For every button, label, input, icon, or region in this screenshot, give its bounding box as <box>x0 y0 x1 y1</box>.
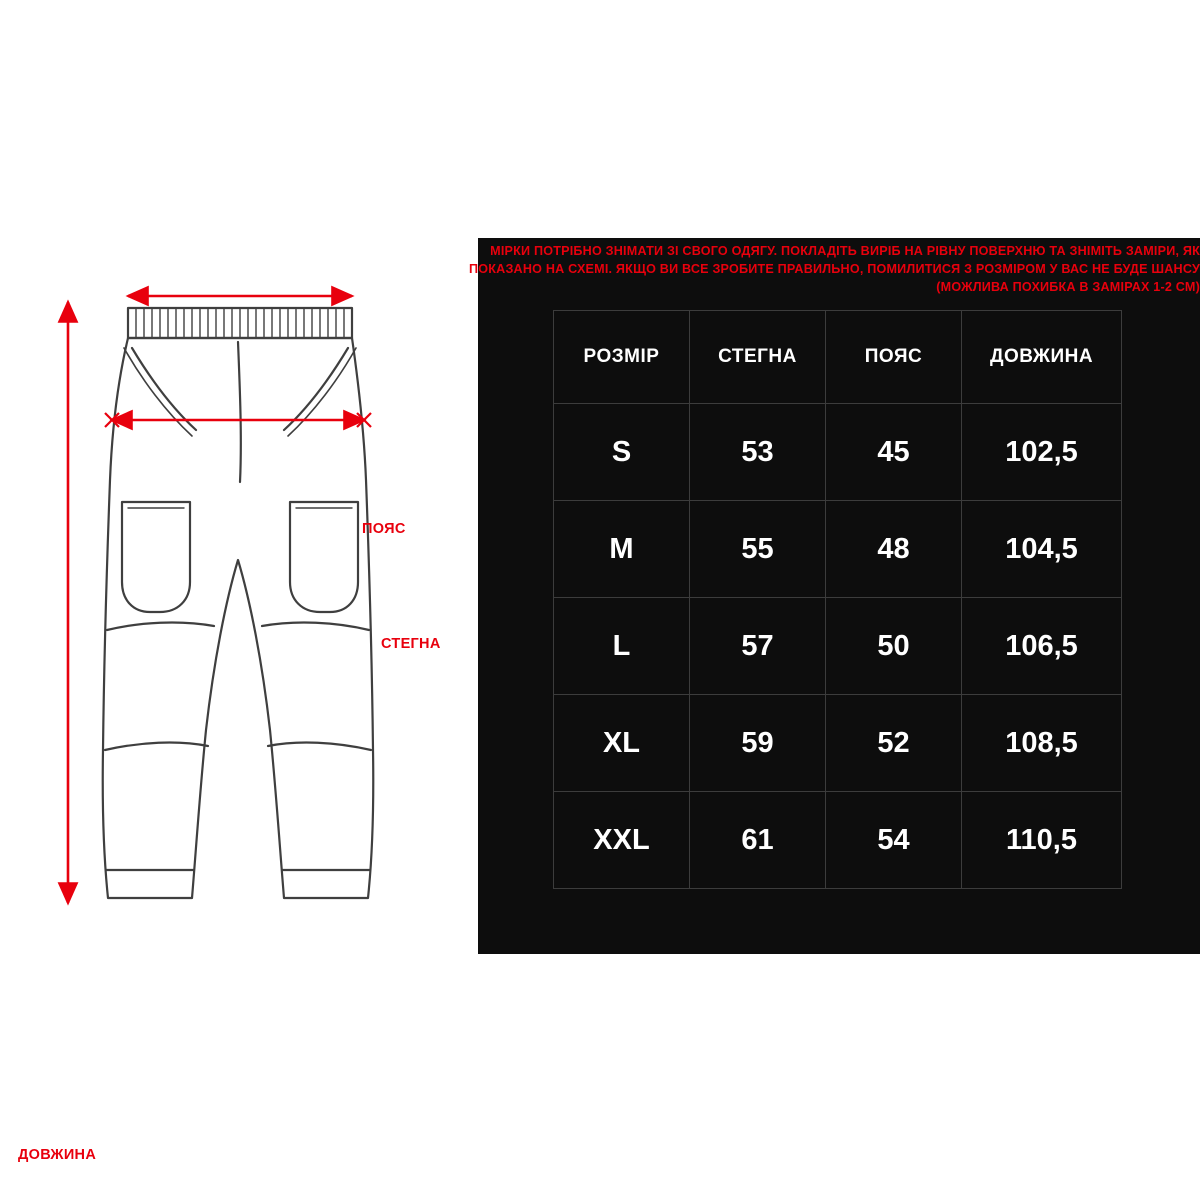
cell-size: L <box>554 598 690 695</box>
pants-illustration <box>0 230 478 950</box>
pants-diagram-panel <box>0 230 478 1163</box>
size-table <box>553 310 1122 889</box>
cell-hips: 55 <box>690 501 826 598</box>
cell-length: 110,5 <box>962 792 1122 889</box>
column-header-length: ДОВЖИНА <box>962 311 1122 404</box>
cell-hips: 53 <box>690 404 826 501</box>
cell-waist: 50 <box>826 598 962 695</box>
table-row <box>554 404 1122 501</box>
cell-waist: 48 <box>826 501 962 598</box>
column-header-hips: СТЕГНА <box>690 311 826 404</box>
instructions-line-3: (МОЖЛИВА ПОХИБКА В ЗАМІРАХ 1-2 СМ) <box>936 279 1200 294</box>
cell-hips: 57 <box>690 598 826 695</box>
cell-waist: 54 <box>826 792 962 889</box>
cell-length: 108,5 <box>962 695 1122 792</box>
length-label: ДОВЖИНА <box>18 1147 97 1163</box>
cell-size: S <box>554 404 690 501</box>
cell-waist: 45 <box>826 404 962 501</box>
waist-label: ПОЯС <box>362 521 406 537</box>
instructions-line-2: ПОКАЗАНО НА СХЕМІ. ЯКЩО ВИ ВСЕ ЗРОБИТЕ ПРАВИЛЬНО, ПОМИЛИТИСЯ З РОЗМІРОМ У ВАС НЕ БУДЕ ШАНСУ <box>469 261 1200 276</box>
cell-hips: 59 <box>690 695 826 792</box>
cell-size: XXL <box>554 792 690 889</box>
table-row <box>554 695 1122 792</box>
column-header-size: РОЗМІР <box>554 311 690 404</box>
hips-label: СТЕГНА <box>381 636 441 652</box>
table-row <box>554 501 1122 598</box>
column-header-waist: ПОЯС <box>826 311 962 404</box>
measurement-instructions <box>469 243 1200 297</box>
cell-length: 102,5 <box>962 404 1122 501</box>
cell-length: 104,5 <box>962 501 1122 598</box>
cell-length: 106,5 <box>962 598 1122 695</box>
cell-size: XL <box>554 695 690 792</box>
instructions-line-1: МІРКИ ПОТРІБНО ЗНІМАТИ ЗІ СВОГО ОДЯГУ. ПОКЛАДІТЬ ВИРІБ НА РІВНУ ПОВЕРХНЮ ТА ЗНІМІТЬ ЗАМІРИ, ЯК <box>490 244 1200 258</box>
cell-size: M <box>554 501 690 598</box>
size-table-panel <box>478 238 1200 954</box>
cell-waist: 52 <box>826 695 962 792</box>
cell-hips: 61 <box>690 792 826 889</box>
table-header-row <box>554 311 1122 404</box>
table-row <box>554 792 1122 889</box>
table-row <box>554 598 1122 695</box>
